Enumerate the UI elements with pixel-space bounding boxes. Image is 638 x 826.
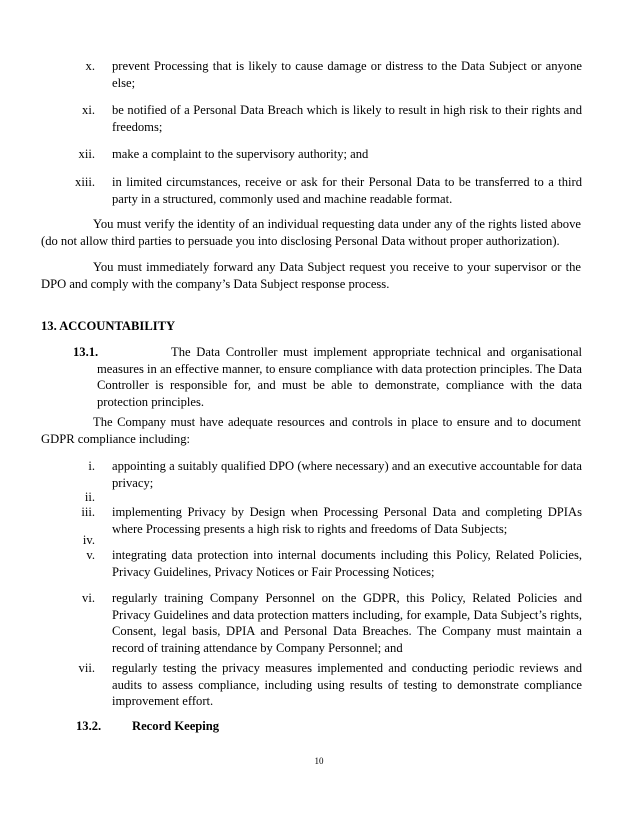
list-text: make a complaint to the supervisory authority; and	[112, 147, 369, 161]
section-heading: 13. ACCOUNTABILITY	[41, 319, 176, 333]
list-text: implementing Privacy by Design when Processing Personal Data and completing DPIAs where Processing presents a high risk to rights and freedoms of Data Subjects;	[112, 505, 582, 536]
list-number: x.	[85, 59, 95, 73]
page-number: 10	[314, 756, 324, 766]
list-number: i.	[88, 459, 95, 473]
list-number: iv.	[82, 533, 95, 547]
paragraph-resources: The Company must have adequate resources and controls in place to ensure and to document GDPR compliance including:	[41, 415, 581, 446]
list-number: iii.	[81, 505, 95, 519]
paragraph-verify-identity: You must verify the identity of an individual requesting data under any of the rights listed above (do not allow third parties to persuade you into disclosing Personal Data without proper authorization).	[41, 217, 581, 248]
list-text: regularly training Company Personnel on the GDPR, this Policy, Related Policies and Privacy Guidelines and data protection matters including, for example, Data Subject’s rights, Consent, legal basis, DPIA and Personal Data Breaches. The Company must maintain a record of training attendance by Company Personnel; and	[112, 591, 582, 655]
list-text: appointing a suitably qualified DPO (where necessary) and an executive accountable for data privacy;	[112, 459, 582, 490]
paragraph-forward-request: You must immediately forward any Data Subject request you receive to your supervisor or the DPO and comply with the company’s Data Subject response process.	[41, 260, 581, 291]
subsection-text: The Data Controller must implement appropriate technical and organisational measures in an effective manner, to ensure compliance with data protection principles. The Data Controller is responsible for, and must be able to demonstrate, compliance with the data protection principles.	[97, 345, 582, 409]
list-number: xi.	[82, 103, 95, 117]
list-number: xii.	[78, 147, 95, 161]
subsection-number: 13.2.	[76, 719, 102, 733]
list-text: be notified of a Personal Data Breach which is likely to result in high risk to their rights and freedoms;	[112, 103, 582, 134]
subsection-title: Record Keeping	[132, 719, 220, 733]
list-number: vii.	[78, 661, 95, 675]
subsection-number: 13.1.	[73, 345, 99, 359]
list-number: ii.	[84, 490, 95, 504]
list-text: integrating data protection into internal documents including this Policy, Related Policies, Privacy Guidelines, Privacy Notices or Fair Processing Notices;	[112, 548, 582, 579]
list-number: v.	[86, 548, 95, 562]
list-number: xiii.	[75, 175, 95, 189]
list-text: regularly testing the privacy measures implemented and conducting periodic reviews and audits to assess compliance, including using results of testing to demonstrate compliance improvement effort.	[112, 661, 582, 709]
list-number: vi.	[82, 591, 95, 605]
list-text: prevent Processing that is likely to cause damage or distress to the Data Subject or anyone else;	[112, 59, 582, 90]
list-text: in limited circumstances, receive or ask for their Personal Data to be transferred to a third party in a structured, commonly used and machine readable format.	[112, 175, 582, 206]
